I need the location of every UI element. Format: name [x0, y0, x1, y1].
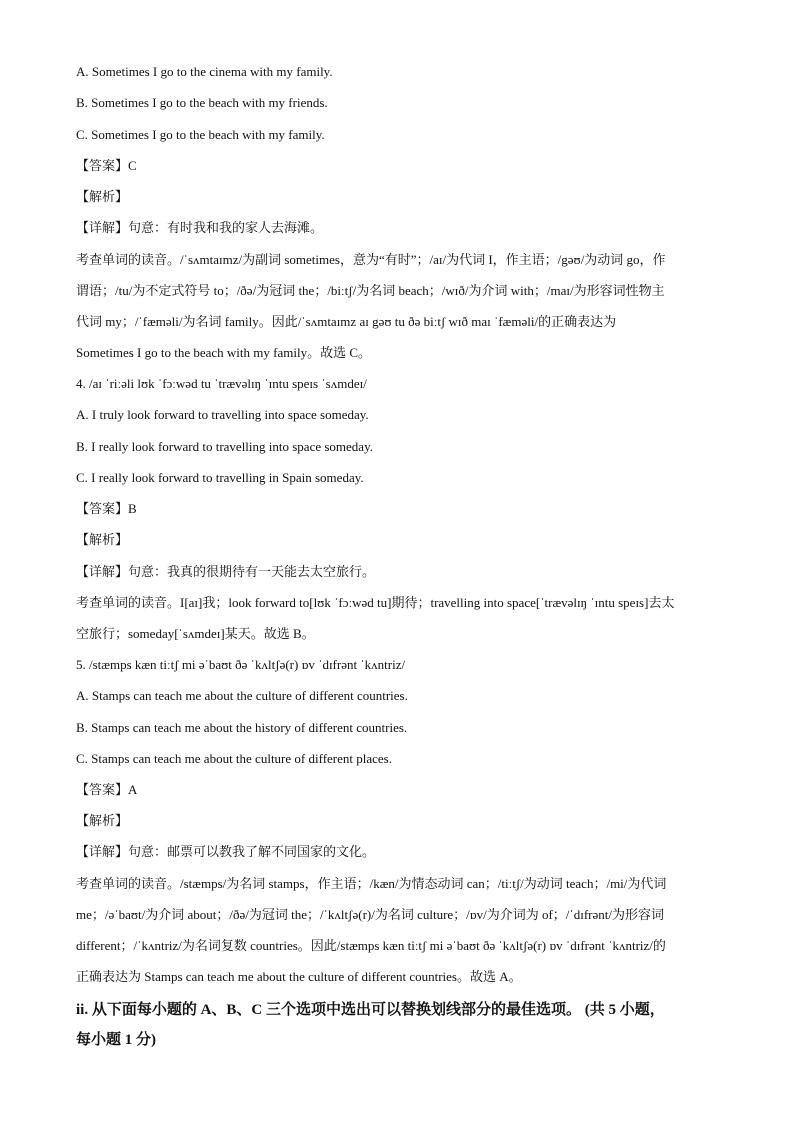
q3-explanation-line: 考查单词的读音。/ˈsʌmtaɪmz/为副词 sometimes，意为“有时”；/aɪ/为代词 I，作主语；/gəʊ/为动词 go，作	[76, 252, 666, 267]
q4-option-a: A. I truly look forward to travelling into space someday.	[76, 407, 369, 422]
q5-explanation-line: me；/əˈbaʊt/为介词 about；/ðə/为冠词 the；/ˈkʌltʃə(r)/为名词 culture；/ɒv/为介词为 of；/ˈdɪfrənt/为形容词	[76, 907, 664, 922]
q4-stem: 4. /aɪ ˈriːəli lʊk ˈfɔːwəd tu ˈtrævəlɪŋ ˈɪntu speɪs ˈsʌmdeɪ/	[76, 376, 367, 391]
q4-explanation-line: 考查单词的读音。I[aɪ]我；look forward to[lʊk ˈfɔːwəd tu]期待；travelling into space[ˈtrævəlɪŋ ˈɪntu speɪs]去太	[76, 595, 675, 610]
q5-option-a: A. Stamps can teach me about the culture of different countries.	[76, 688, 408, 703]
section-heading-continued: 每小题 1 分)	[76, 1032, 156, 1048]
q5-explanation-line: 正确表达为 Stamps can teach me about the culture of different countries。故选 A。	[76, 969, 522, 984]
q3-analysis-label: 【解析】	[76, 189, 129, 204]
q4-detail: 【详解】句意：我真的很期待有一天能去太空旅行。	[76, 564, 376, 579]
q3-option-b: B. Sometimes I go to the beach with my friends.	[76, 95, 328, 110]
q5-explanation-line: 考查单词的读音。/stæmps/为名词 stamps，作主语；/kæn/为情态动词 can；/tiːtʃ/为动词 teach；/mi/为代词	[76, 876, 667, 891]
q3-explanation-line: 谓语；/tu/为不定式符号 to；/ðə/为冠词 the；/biːtʃ/为名词 beach；/wɪð/为介词 with；/maɪ/为形容词性物主	[76, 283, 665, 298]
q4-option-c: C. I really look forward to travelling in Spain someday.	[76, 470, 364, 485]
q4-analysis-label: 【解析】	[76, 532, 129, 547]
q5-stem: 5. /stæmps kæn tiːtʃ mi əˈbaʊt ðə ˈkʌltʃə(r) ɒv ˈdɪfrənt ˈkʌntriz/	[76, 657, 406, 672]
section-heading: ii. 从下面每小题的 A、B、C 三个选项中选出可以替换划线部分的最佳选项。 (共 5 小题，	[76, 1002, 665, 1018]
q5-detail: 【详解】句意：邮票可以教我了解不同国家的文化。	[76, 844, 376, 859]
q4-option-b: B. I really look forward to travelling into space someday.	[76, 439, 373, 454]
q3-answer: 【答案】C	[76, 158, 137, 173]
q3-explanation-line: 代词 my；/ˈfæməli/为名词 family。因此/ˈsʌmtaɪmz aɪ gəʊ tu ðə biːtʃ wɪð maɪ ˈfæməli/的正确表达为	[76, 314, 617, 329]
q5-analysis-label: 【解析】	[76, 813, 129, 828]
q3-option-c: C. Sometimes I go to the beach with my family.	[76, 127, 325, 142]
q5-answer: 【答案】A	[76, 782, 138, 797]
q5-explanation-line: different；/ˈkʌntriz/为名词复数 countries。因此/stæmps kæn tiːtʃ mi əˈbaʊt ðə ˈkʌltʃə(r) ɒv ˈdɪfrənt ˈkʌntriz/的	[76, 938, 666, 953]
q3-explanation-line: Sometimes I go to the beach with my family。故选 C。	[76, 345, 371, 360]
q5-option-c: C. Stamps can teach me about the culture of different places.	[76, 751, 392, 766]
q3-option-a: A. Sometimes I go to the cinema with my family.	[76, 64, 333, 79]
q3-detail: 【详解】句意：有时我和我的家人去海滩。	[76, 220, 324, 235]
q4-explanation-line: 空旅行；someday[ˈsʌmdeɪ]某天。故选 B。	[76, 626, 315, 641]
q5-option-b: B. Stamps can teach me about the history of different countries.	[76, 720, 408, 735]
q4-answer: 【答案】B	[76, 501, 137, 516]
